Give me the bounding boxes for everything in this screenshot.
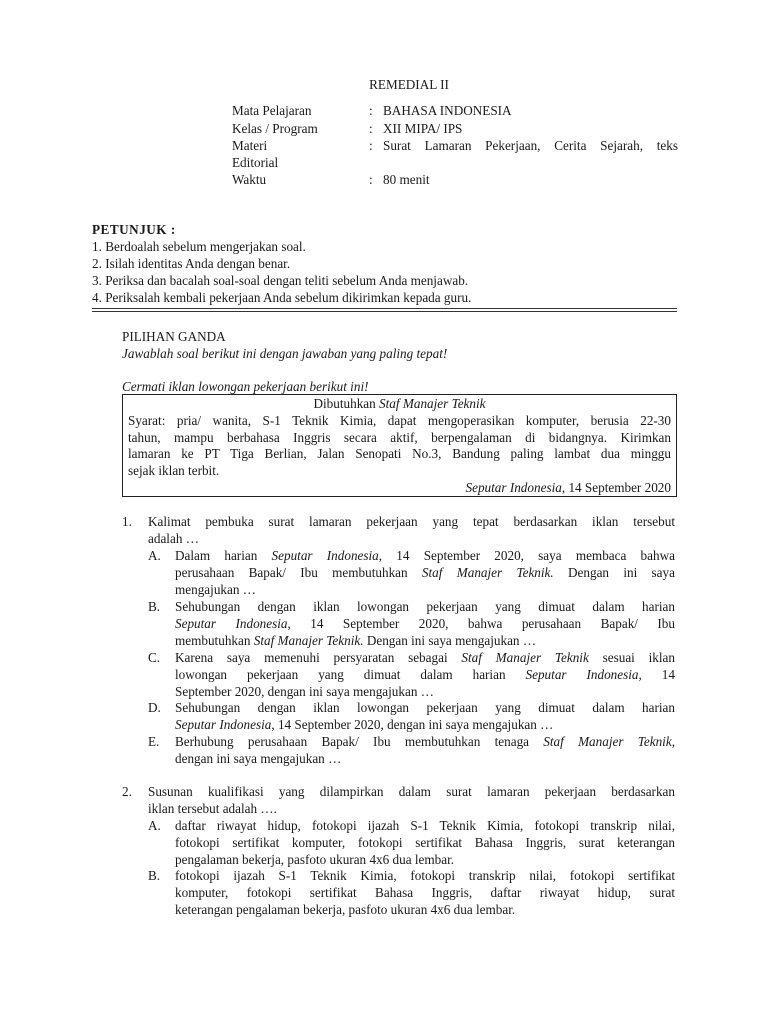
info-label: Waktu [232, 172, 267, 187]
option-text [175, 734, 675, 768]
option-text [175, 818, 675, 868]
info-value: XII MIPA/ IPS [383, 121, 463, 136]
info-colon: : [369, 103, 373, 118]
job-ad-source [128, 480, 671, 497]
option-line: lowongan pekerjaan yang dimuat dalam harian Seputar Indonesia, 14 [175, 666, 675, 682]
option-line: daftar riwayat hidup, fotokopi ijazah S-1 Teknik Kimia, fotokopi transkrip nilai, [175, 818, 675, 833]
option-line: fotokopi sertifikat komputer, fotokopi sertifikat Bahasa Inggris, surat keterangan [175, 834, 675, 850]
ad-intro: Cermati iklan lowongan pekerjaan berikut ini! [122, 379, 369, 394]
job-ad-box [122, 394, 677, 497]
option-line: Berhubung perusahaan Bapak/ Ibu membutuhkan tenaga Staf Manajer Teknik, [175, 734, 675, 749]
job-ad-title [128, 396, 671, 413]
info-label: Materi [232, 138, 268, 153]
info-colon: : [369, 138, 373, 153]
option-line: Seputar Indonesia, 14 September 2020, bahwa perusahaan Bapak/ Ibu [175, 615, 675, 631]
option-letter: B. [148, 868, 161, 883]
info-value: BAHASA INDONESIA [383, 103, 512, 118]
job-ad-position: Staf Manajer Teknik [379, 396, 486, 411]
question-line: adalah … [148, 530, 199, 546]
instruction-item: 4. Periksalah kembali pekerjaan Anda sebelum dikirimkan kepada guru. [92, 290, 472, 305]
job-ad-line: lamaran ke PT Tiga Berlian, Jalan Senopati No.3, Bandung paling lambat dua minggu [128, 446, 671, 462]
option-letter: A. [148, 818, 161, 833]
question-line: iklan tersebut adalah …. [148, 800, 277, 816]
question-line: Susunan kualifikasi yang dilampirkan dalam surat lamaran pekerjaan berdasarkan [148, 784, 675, 799]
job-ad-source-date: , 14 September 2020 [561, 479, 671, 495]
instruction-item: 2. Isilah identitas Anda dengan benar. [92, 256, 291, 271]
job-ad-title-prefix: Dibutuhkan [313, 396, 380, 411]
job-ad-line: tahun, mampu berbahasa Inggris secara aktif, berpengalaman di bidangnya. Kirimkan [128, 429, 671, 445]
option-line: mengajukan … [175, 581, 256, 597]
option-line: keterangan pengalaman bekerja, pasfoto ukuran 4x6 dua lembar. [175, 901, 516, 917]
divider [92, 311, 677, 312]
option-text [175, 868, 675, 918]
info-value: 80 menit [383, 172, 430, 187]
option-line: Sehubungan dengan iklan lowongan pekerjaan yang dimuat dalam harian [175, 700, 675, 715]
option-line: Sehubungan dengan iklan lowongan pekerjaan yang dimuat dalam harian [175, 599, 675, 614]
section-heading: PILIHAN GANDA [122, 329, 226, 344]
document-title: REMEDIAL II [369, 77, 449, 92]
info-value-cont: Editorial [232, 155, 279, 170]
instruction-item: 1. Berdoalah sebelum mengerjakan soal. [92, 239, 306, 254]
job-ad-line: sejak iklan terbit. [128, 463, 220, 479]
job-ad-line: Syarat: pria/ wanita, S-1 Teknik Kimia, dapat mengoperasikan komputer, berusia 22-30 [128, 412, 671, 428]
info-colon: : [369, 172, 373, 187]
question-number: 1. [122, 514, 132, 529]
option-line: September 2020, dengan ini saya mengajukan … [175, 683, 434, 699]
option-line: Karena saya memenuhi persyaratan sebagai Staf Manajer Teknik sesuai iklan [175, 650, 675, 665]
question-number: 2. [122, 784, 132, 799]
option-text [175, 548, 675, 598]
info-colon: : [369, 121, 373, 136]
option-line: membutuhkan Staf Manajer Teknik. Dengan ini saya mengajukan … [175, 632, 537, 648]
option-line: Dalam harian Seputar Indonesia, 14 September 2020, saya membaca bahwa [175, 548, 675, 563]
option-line: fotokopi ijazah S-1 Teknik Kimia, fotokopi transkrip nilai, fotokopi sertifikat [175, 868, 675, 883]
option-text [175, 599, 675, 649]
option-letter: C. [148, 650, 161, 665]
instructions-heading: PETUNJUK : [92, 222, 176, 237]
question-text [148, 514, 675, 548]
info-label: Mata Pelajaran [232, 103, 312, 118]
option-line: dengan ini saya mengajukan … [175, 750, 342, 766]
divider [92, 308, 677, 309]
option-letter: B. [148, 599, 161, 614]
option-letter: E. [148, 734, 160, 749]
section-instruction: Jawablah soal berikut ini dengan jawaban yang paling tepat! [122, 346, 448, 361]
option-letter: D. [148, 700, 161, 715]
option-letter: A. [148, 548, 161, 563]
instruction-item: 3. Periksa dan bacalah soal-soal dengan teliti sebelum Anda menjawab. [92, 273, 469, 288]
question-text [148, 784, 675, 818]
option-line: pengalaman bekerja, pasfoto ukuran 4x6 dua lembar. [175, 851, 455, 867]
question-line: Kalimat pembuka surat lamaran pekerjaan yang tepat berdasarkan iklan tersebut [148, 514, 675, 529]
job-ad-source-name: Seputar Indonesia [465, 479, 562, 495]
info-value: Surat Lamaran Pekerjaan, Cerita Sejarah, teks [383, 138, 678, 153]
option-line: perusahaan Bapak/ Ibu membutuhkan Staf Manajer Teknik. Dengan ini saya [175, 564, 675, 580]
option-line: komputer, fotokopi sertifikat Bahasa Inggris, daftar riwayat hidup, surat [175, 884, 675, 900]
option-line: Seputar Indonesia, 14 September 2020, dengan ini saya mengajukan … [175, 716, 554, 732]
option-text [175, 700, 675, 734]
info-label: Kelas / Program [232, 121, 318, 136]
option-text [175, 650, 675, 700]
